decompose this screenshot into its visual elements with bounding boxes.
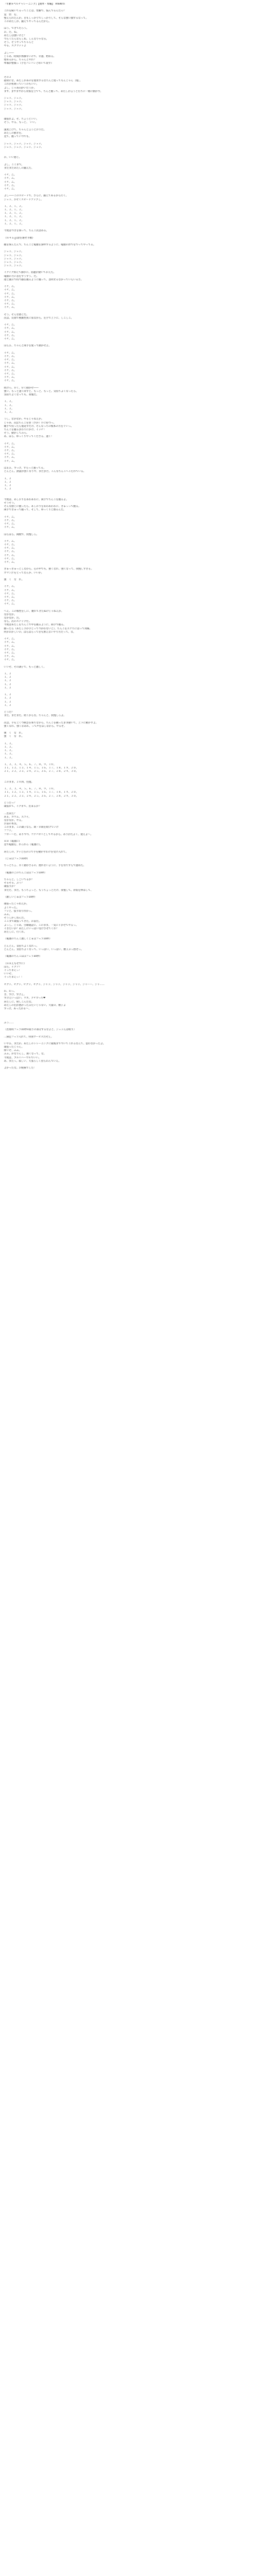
text-line: まだ、まだまだ、続くからな。ちゃんと、我慢しろよ。 bbox=[4, 714, 66, 718]
text-line: イチ、ニ。 bbox=[4, 376, 16, 379]
text-line: へえ、この根性をしに、優れてきたぬけじゃねえか。 bbox=[4, 609, 64, 613]
text-line: （じゅぽフェラ10秒） bbox=[4, 857, 29, 860]
text-line: あたしに、行くれ。 bbox=[4, 930, 27, 934]
text-line: イチ、ニ。 bbox=[4, 445, 16, 449]
text-line: イチ、ニ。 bbox=[4, 299, 16, 302]
text-line: イチ、ニ。 bbox=[4, 459, 16, 463]
text-line: ぎゅっぎゅっとしながら、心の中でも、強くなれ、強くなって、我慢しすぎる。 bbox=[4, 568, 94, 571]
text-line: 今度は、ブルリハーサルでいい。 bbox=[4, 1056, 41, 1059]
text-line: １１、１２、１３、１４、１５、１６、１７、１８、１９、２０、 bbox=[4, 791, 78, 794]
text-line: …満足フェラ入れて、特別サービスだぜぇ。 bbox=[4, 1035, 54, 1039]
text-line: １、２、１、２。 bbox=[4, 209, 24, 212]
text-line: １、２。 bbox=[4, 404, 14, 407]
text-line: これを聞いてるってことは、性癖で、悩んでるんだろ？ bbox=[4, 10, 66, 13]
text-line: なかなか、 bbox=[4, 613, 16, 616]
text-line: ジュッ、ジュッ。 bbox=[4, 104, 24, 107]
text-line: イチ、ニ。 bbox=[4, 187, 16, 191]
text-line: いいぞ、その調子で、もっと激しく。 bbox=[4, 665, 46, 669]
text-line: イチ、ニ。 bbox=[4, 177, 16, 180]
text-line: イチ、ニ。 bbox=[4, 442, 16, 445]
text-line: このまま、この調子なら、期・早期を続けていけ bbox=[4, 826, 59, 829]
text-line: （亀頭の上のちんこほぼフェラ10秒） bbox=[4, 871, 47, 874]
text-line: １、２ bbox=[4, 693, 12, 697]
text-line: そうそう。 bbox=[4, 501, 16, 505]
text-line: ほらほら、両腕で、我慢しろ。 bbox=[4, 533, 39, 536]
text-line: １、２。 bbox=[4, 749, 14, 753]
text-line: （亀頭のちんこ激しくじゅぽフェラ10秒） bbox=[4, 938, 52, 941]
text-line: 頑張ったじゃねえか。 bbox=[4, 903, 29, 906]
text-line: ちんこを握るまわりにかけ、イッチ！ bbox=[4, 428, 46, 431]
text-line: あたしは強いけど？ bbox=[4, 34, 27, 37]
text-line: （激しいじゅぽフェラ10秒） bbox=[4, 896, 37, 899]
text-line: どうだ？ bbox=[4, 711, 14, 714]
text-line: そう、やる、もっと、 いい。 bbox=[4, 121, 38, 125]
text-line: 最初にな、あたしがあのを使用するなちんと使ってもんじゃん［嗤］。 bbox=[4, 79, 82, 83]
text-line: １、２ bbox=[4, 704, 12, 707]
text-line: 指と親示で持つ器を握るように握って、息吹せるなかっていらいるさ。 bbox=[4, 278, 84, 281]
text-line: イきたいか？あたしにいっぱい受けさせてくれ？ bbox=[4, 927, 59, 930]
text-line: １、２。 bbox=[4, 753, 14, 756]
blank-line bbox=[4, 1070, 264, 1073]
text-line: すげえいっぱい、ウカ、クチガっち❤ bbox=[4, 997, 46, 1000]
text-line: イチ、ニ。 bbox=[4, 295, 16, 299]
text-line: き、すげ、すげぇ。 bbox=[4, 993, 27, 997]
text-line: 覚 悟 を、 bbox=[4, 13, 19, 16]
text-line: イチ、ニ。 bbox=[4, 285, 16, 289]
text-line: （亀頭のちんこほぼフェラ30秒） bbox=[4, 955, 42, 958]
text-line: １、２。 bbox=[4, 410, 14, 414]
text-line: 強 く な れ。 bbox=[4, 732, 24, 735]
text-line: これが初期っていうのもいい。 bbox=[4, 83, 39, 86]
text-line: 頑張ったじゃん。 bbox=[4, 1046, 24, 1049]
text-line: イチ、ニ。 bbox=[4, 306, 16, 310]
text-line: イチ、ニ。 bbox=[4, 174, 16, 177]
text-line: 息で亀頭を、れろれろ（亀頭に）。 bbox=[4, 843, 43, 847]
text-line: （ＲＲえもせずに） bbox=[4, 962, 27, 965]
text-line: ちゃんと、しごいてるか？ bbox=[4, 878, 34, 882]
text-line: １１、１２、１３、１４、１５、１６、１７、１８、１９、２０、 bbox=[4, 767, 78, 770]
text-line: イチ、ニ。 bbox=[4, 550, 16, 554]
text-line: 頑張れよ。そ、ちょうどいい。 bbox=[4, 118, 39, 121]
text-line: イチ、ニ。 bbox=[4, 526, 16, 529]
text-line: イチ、ニ。 bbox=[4, 638, 16, 641]
text-line: （出席時フェラ10秒×取りの部分するなよと、ジュッんぱ啜り） bbox=[4, 1028, 76, 1032]
text-line: イチ、ニ。 bbox=[4, 292, 16, 295]
text-line: 整えられたんか。目もしっかりでしっかりして、そんな強い顔するなって。 bbox=[4, 16, 89, 20]
text-line: つらくたんならしね、しんなりゃなる。 bbox=[4, 37, 49, 41]
text-line: イっちまえっ！！ bbox=[4, 976, 24, 979]
text-line: ＲＢ（亀頭に） bbox=[4, 840, 21, 843]
text-line: １、２、１、２。 bbox=[4, 215, 24, 219]
text-line: ちっとちょ、早く動かさるの、遅れないように、手を待ちすらで速めた。 bbox=[4, 864, 86, 868]
text-line: イチ、ニ。 bbox=[4, 651, 16, 655]
text-line: 強くなれ、強くなあれ。って声をはしながら、やるぞ。 bbox=[4, 724, 67, 728]
text-line: お、だ、ね。 bbox=[4, 30, 19, 34]
text-line: そう、そんな感じだ。 bbox=[4, 313, 29, 316]
text-line: １、２ bbox=[4, 477, 12, 480]
text-line: （Ｒ４ａｇ/諸を通せ手順） bbox=[4, 236, 35, 240]
text-line: ジュッ、ジュッ。 bbox=[4, 107, 24, 111]
text-line: イチ、ニ。 bbox=[4, 547, 16, 550]
text-line: １、２、１、２。 bbox=[4, 219, 24, 222]
text-line: イチ、ニ。 bbox=[4, 595, 16, 599]
text-line: イチ、ニ。 bbox=[4, 519, 16, 522]
text-line: １、２ bbox=[4, 484, 12, 487]
text-line: どうだっ？ bbox=[4, 801, 16, 805]
text-line: イチ、ニ。 bbox=[4, 515, 16, 519]
text-line: 続けろ、早く、早く動かせ―― bbox=[4, 386, 39, 390]
text-line: 何がおかしいの、ばらばらって位も無えないやり方だって、な、 bbox=[4, 630, 76, 634]
text-line: １、２。 bbox=[4, 400, 14, 404]
text-line: イチ、ニ。 bbox=[4, 453, 16, 456]
text-line: ジュッ、ジュッ。 bbox=[4, 97, 24, 100]
text-line: そんな感じに握ったら、あしおりをあわあわわに、ぎゅっって握る。 bbox=[4, 505, 81, 508]
text-line: イチ、ニ。 bbox=[4, 456, 16, 459]
text-line: どんどん、気持ちよくなって、いっぱい、いっぱい、精子ぶっ放せっ。 bbox=[4, 948, 84, 951]
text-line: イチ、ニ。 bbox=[4, 641, 16, 644]
text-line: このあたしが、鍛えてやってるんだから。 bbox=[4, 20, 51, 23]
text-line: 頑張れて、イクまで、出来るか？ bbox=[4, 805, 41, 808]
text-line: ビグッ、ビグッ、ビグッ、ビグッ、ジャッ、ジャッ、ジャッ、ジャッ、ジャーー、ジャ…… bbox=[4, 983, 105, 986]
text-line: よし―― bbox=[4, 51, 14, 55]
text-line: このまま、２０回、往復。 bbox=[4, 780, 34, 784]
text-line: イチ、ニ。 bbox=[4, 365, 16, 369]
text-line: …出来た？ bbox=[4, 812, 16, 815]
text-line: イチ、ニ。 bbox=[4, 324, 16, 327]
text-line: イチ、ニ。 bbox=[4, 592, 16, 595]
text-line: なかなか、だ。 bbox=[4, 617, 21, 620]
text-line: 偉いぞ、ふふ。 bbox=[4, 1049, 21, 1053]
text-line: すっげ、あったかぁ〜、 bbox=[4, 1008, 31, 1010]
text-line: よし――このスピードで、さらに、鍛えてあるから行く。 bbox=[4, 195, 68, 198]
text-line: そう、動かしてみろ。 bbox=[4, 432, 29, 435]
text-line: うし、なかなか。やるじゃねえか。 bbox=[4, 418, 44, 421]
text-line: イチ、ニ。 bbox=[4, 289, 16, 292]
text-line: なかなか、やる。 bbox=[4, 819, 24, 822]
text-line: あたしの動きを、 bbox=[4, 131, 24, 135]
text-line: １、２ bbox=[4, 676, 12, 679]
text-line: １、２。 bbox=[4, 756, 14, 759]
text-line: 強い、もっと速く回すと、もっと、もっと。気持ちよくなったら、 bbox=[4, 390, 78, 393]
text-line: どんどん、気持ちよくなれっ。 bbox=[4, 944, 39, 948]
text-line: ジュッ、ジュッ、ジュッ、ジュッ。 bbox=[4, 145, 43, 149]
text-line: １、２、３、４、５、６、７、８、９、１０、 bbox=[4, 763, 56, 766]
text-line: よくやった。 bbox=[4, 906, 19, 909]
text-line: イチ、ニ。 bbox=[4, 554, 16, 557]
text-line: じゃあ、次はちんこを逆（さか）手に持つっ。 bbox=[4, 421, 56, 425]
text-line: ジュッ、ジュッ。 bbox=[4, 100, 24, 104]
text-line: あ、ほら、ゆっくりやってくださる、速く！ bbox=[4, 435, 54, 439]
text-line: １、２、１、２。 bbox=[4, 222, 24, 226]
text-line: イチ、ニ。 bbox=[4, 327, 16, 330]
text-line: イチ、ニ。 bbox=[4, 557, 16, 560]
text-line: 始めるから、ちゃんとやれ？ bbox=[4, 59, 37, 61]
text-line: ジュッ、ジュッ、ジュッ、ジュッ。 bbox=[4, 142, 43, 145]
text-line: イチ、ニ。 bbox=[4, 330, 16, 334]
text-line: 次は、手を上くつ緩急を保ちながら、ちんこを握ったまま動いて、上下に動かすよ。 bbox=[4, 721, 98, 724]
text-line: あ、またっ。寂しい、天張ろしく望らわんでいえ。 bbox=[4, 1059, 61, 1063]
text-line: イチ、ニ。 bbox=[4, 379, 16, 383]
text-line: ガマン汁をとってなんか、いいか。 bbox=[4, 571, 44, 575]
text-line: じゃあ、時間が体操早いので、早速、始める。 bbox=[4, 55, 56, 58]
text-line: イチ、ニ。 bbox=[4, 561, 16, 564]
text-line: そうしかしねんだ。 bbox=[4, 917, 27, 920]
text-line: ジュッ、ジュッ。 bbox=[4, 260, 24, 264]
document-title: 『年齢×ペルチャレーニング』【簡単・本編】 RISW/ｂ bbox=[4, 3, 65, 6]
text-line: イチ、ニ。 bbox=[4, 540, 16, 543]
text-line: イチ、ニ。 bbox=[4, 369, 16, 372]
text-line: ほらぁ、ちゃんと両手を使って動かせよ。 bbox=[4, 344, 51, 348]
text-line: ここまで頑張ってきた、お前だ。 bbox=[4, 920, 41, 924]
text-line: 今度はあたしをちんこで中を握るように、両手で握る。 bbox=[4, 624, 66, 627]
text-line: イチ、ニ。 bbox=[4, 351, 16, 355]
text-line: １、２ bbox=[4, 697, 12, 700]
text-line: まだだ、まだ、もうちょっと、もうちょっとだけ、我慢して。背筋を伸ばして、 bbox=[4, 889, 93, 892]
text-line: イチ、ニ。 bbox=[4, 362, 16, 365]
text-line: そう、そうやってちゃんと bbox=[4, 41, 34, 45]
text-line: ジュッ、ジュッ。 bbox=[4, 257, 24, 260]
text-line: よっし。じゃあ、告曜通話に、このまま、一気にイかせてやるっ。 bbox=[4, 924, 78, 927]
text-line: イチ、ニ。 bbox=[4, 603, 16, 606]
text-line: フフッ。 bbox=[4, 829, 14, 833]
text-line: 強 く な れ。 bbox=[4, 578, 24, 581]
text-line: 掴ったら（あたし手が手とってつかわないと）、ちんこをエアちにはって同様。 bbox=[4, 627, 92, 630]
text-line: １、２ bbox=[4, 673, 12, 675]
text-line: ２１、２２、２３、２４、２５、２６、２７、２８、２９、３０。 bbox=[4, 794, 78, 798]
text-line: イチ、ニ。 bbox=[4, 372, 16, 375]
text-line: イチ、ニ。 bbox=[4, 522, 16, 525]
text-line: ふふ。 bbox=[4, 913, 12, 916]
text-line: わ、わっ。 bbox=[4, 990, 16, 993]
text-line: 順手で持ったら裏返すだけ。そんなっちの根本の方をぐいっ。 bbox=[4, 425, 73, 428]
text-line: １、２、３、４、５、６、７、８、９、１０、 bbox=[4, 788, 56, 791]
text-line: イチ、ニ。 bbox=[4, 585, 16, 589]
text-line: 気持ちよくなっても、我慢だ。 bbox=[4, 394, 39, 396]
text-line: １、２ bbox=[4, 683, 12, 686]
text-line: いいぞ、 bbox=[4, 973, 14, 976]
text-line: １、２ bbox=[4, 488, 12, 491]
text-line: 両手できゅって握って、そして、ゆっくりと擦るんだ。 bbox=[4, 509, 66, 512]
text-line: イチ、ニ。 bbox=[4, 359, 16, 362]
document-body bbox=[4, 6, 264, 1073]
text-line: イチ、ニ。 bbox=[4, 599, 16, 603]
text-line: １、２、１、２。 bbox=[4, 212, 24, 215]
text-line: ２１、２２、２３、２４、２５、２６、２７、２８、２９、３０。 bbox=[4, 770, 78, 774]
text-line: フッと、張り切り作がっ。 bbox=[4, 909, 34, 913]
text-line: １、２ bbox=[4, 679, 12, 683]
text-line: そるそる、ぶぅ？ bbox=[4, 882, 24, 885]
text-line: イチ、ニ。 bbox=[4, 648, 16, 651]
text-line: ジュッ、ジュッ。 bbox=[4, 250, 24, 254]
text-line: 速度上げて、ちゃんと言うとおりだ。 bbox=[4, 128, 46, 131]
text-line: イチ、ニ。 bbox=[4, 449, 16, 452]
text-line: ほう、できてだろう。 bbox=[4, 27, 29, 30]
text-line: イっちまえっ！ bbox=[4, 969, 21, 972]
text-line: あたしの、ブッと右の口で手を動かすわけを受け入れて。 bbox=[4, 850, 68, 854]
text-line: 今度はつぎを保って、ちんこ次はある。 bbox=[4, 229, 49, 233]
text-line: １、２ bbox=[4, 700, 12, 704]
text-line: いやぁ、まだか、あたしのトレーニングに最後までついてこれるなんて、思わなかったよ。 bbox=[4, 1042, 106, 1045]
text-line: １、２。 bbox=[4, 407, 14, 410]
text-line: ふう…… bbox=[4, 1021, 14, 1024]
text-line: やる、スクワットよ bbox=[4, 45, 27, 48]
text-line: 頑張りか？ bbox=[4, 885, 16, 889]
text-line: ジュッ、ジュッ。 bbox=[4, 254, 24, 257]
text-line: イチ、ニ。 bbox=[4, 355, 16, 358]
text-line: ほら、イクゾ？ bbox=[4, 965, 21, 969]
text-line: １、２、１、２。 bbox=[4, 205, 24, 208]
text-line: １、２ bbox=[4, 686, 12, 690]
text-line: あたしに、射しこんだな。 bbox=[4, 1000, 34, 1004]
text-line: よし、じゃあ向かいだうか。 bbox=[4, 86, 37, 90]
text-line: フロー〜だ、ありつつ、ゴアバロリとしてやるから、ありがたよく、使えよ〜。 bbox=[4, 833, 93, 836]
text-line: 強 く な れ。 bbox=[4, 735, 24, 739]
text-line: ジュッ、ジュッ。 bbox=[4, 264, 24, 268]
text-line: お前の本気、 bbox=[4, 823, 19, 826]
text-line: イチ、ニ。 bbox=[4, 334, 16, 337]
text-line: イチ、ニ。 bbox=[4, 303, 16, 306]
text-line: イチ、ニ。 bbox=[4, 544, 16, 547]
text-line: イチ、ニ。 bbox=[4, 184, 16, 187]
text-line: あたしの出が悪かったみたいじゃない。大量の、精子よ bbox=[4, 1004, 66, 1007]
text-line: １、２ bbox=[4, 480, 12, 484]
text-line: 次は、反芻で複雑性質に似ながら、左手で上下に、しこしこ。 bbox=[4, 316, 73, 320]
text-line: あぁ、カウム、ズゴイ。 bbox=[4, 815, 31, 819]
text-line: 見て、握っていつでも、 bbox=[4, 135, 32, 139]
text-line: その２ bbox=[4, 76, 12, 79]
text-line: よかったな。お疲様でした！ bbox=[4, 1067, 37, 1070]
text-line: はぁぁ、すっげ、すらっと漲ってる。 bbox=[4, 466, 46, 470]
text-line: 亀頭の力に息をすうすう、だ。 bbox=[4, 275, 39, 278]
text-line: ジュッ、おそくスピードアップし。 bbox=[4, 198, 43, 201]
text-line: イチ、ニ。 bbox=[4, 644, 16, 648]
text-line: 準備が整備っ（手をパンパンと叩いて促す） bbox=[4, 62, 54, 65]
text-line: １、２。 bbox=[4, 742, 14, 745]
text-line: イチ、ニ。 bbox=[4, 589, 16, 592]
text-line: イチ、ニ。 bbox=[4, 655, 16, 659]
text-line: お、いい感じ。 bbox=[4, 156, 21, 160]
text-line: まず、まずまずから背筋を立てて、ちんと握って、あたしが言うと打ちに一緒に動かす。 bbox=[4, 90, 103, 93]
text-line: 握を保んたんで、ちんこと亀頭を深呼するように、亀頭の形でをでってやってる。 bbox=[4, 243, 96, 246]
text-line: イチ、ニ。 bbox=[4, 180, 16, 184]
text-line: なら、次のステップだ。 bbox=[4, 620, 32, 624]
text-line: どんどん、熱量が強くなりや、まだまだ、こんなちんこへこたれている。 bbox=[4, 470, 86, 474]
text-line: まだまだあたしの鍛えた、 bbox=[4, 166, 34, 170]
text-line: ふふ。がなりんし、強くなって、な。 bbox=[4, 1053, 46, 1056]
text-line: イクイク抑えて静かに。宿題が動いておえた。 bbox=[4, 271, 56, 275]
text-line: １、２。 bbox=[4, 745, 14, 749]
text-line: よし、ここまで。 bbox=[4, 163, 24, 166]
text-line: イチ、ニ。 bbox=[4, 659, 16, 662]
text-line: イチ、ニ。 bbox=[4, 338, 16, 341]
text-line: 今度は、あしおりをあわあわに、両手でちんこを握るよ。 bbox=[4, 498, 69, 501]
